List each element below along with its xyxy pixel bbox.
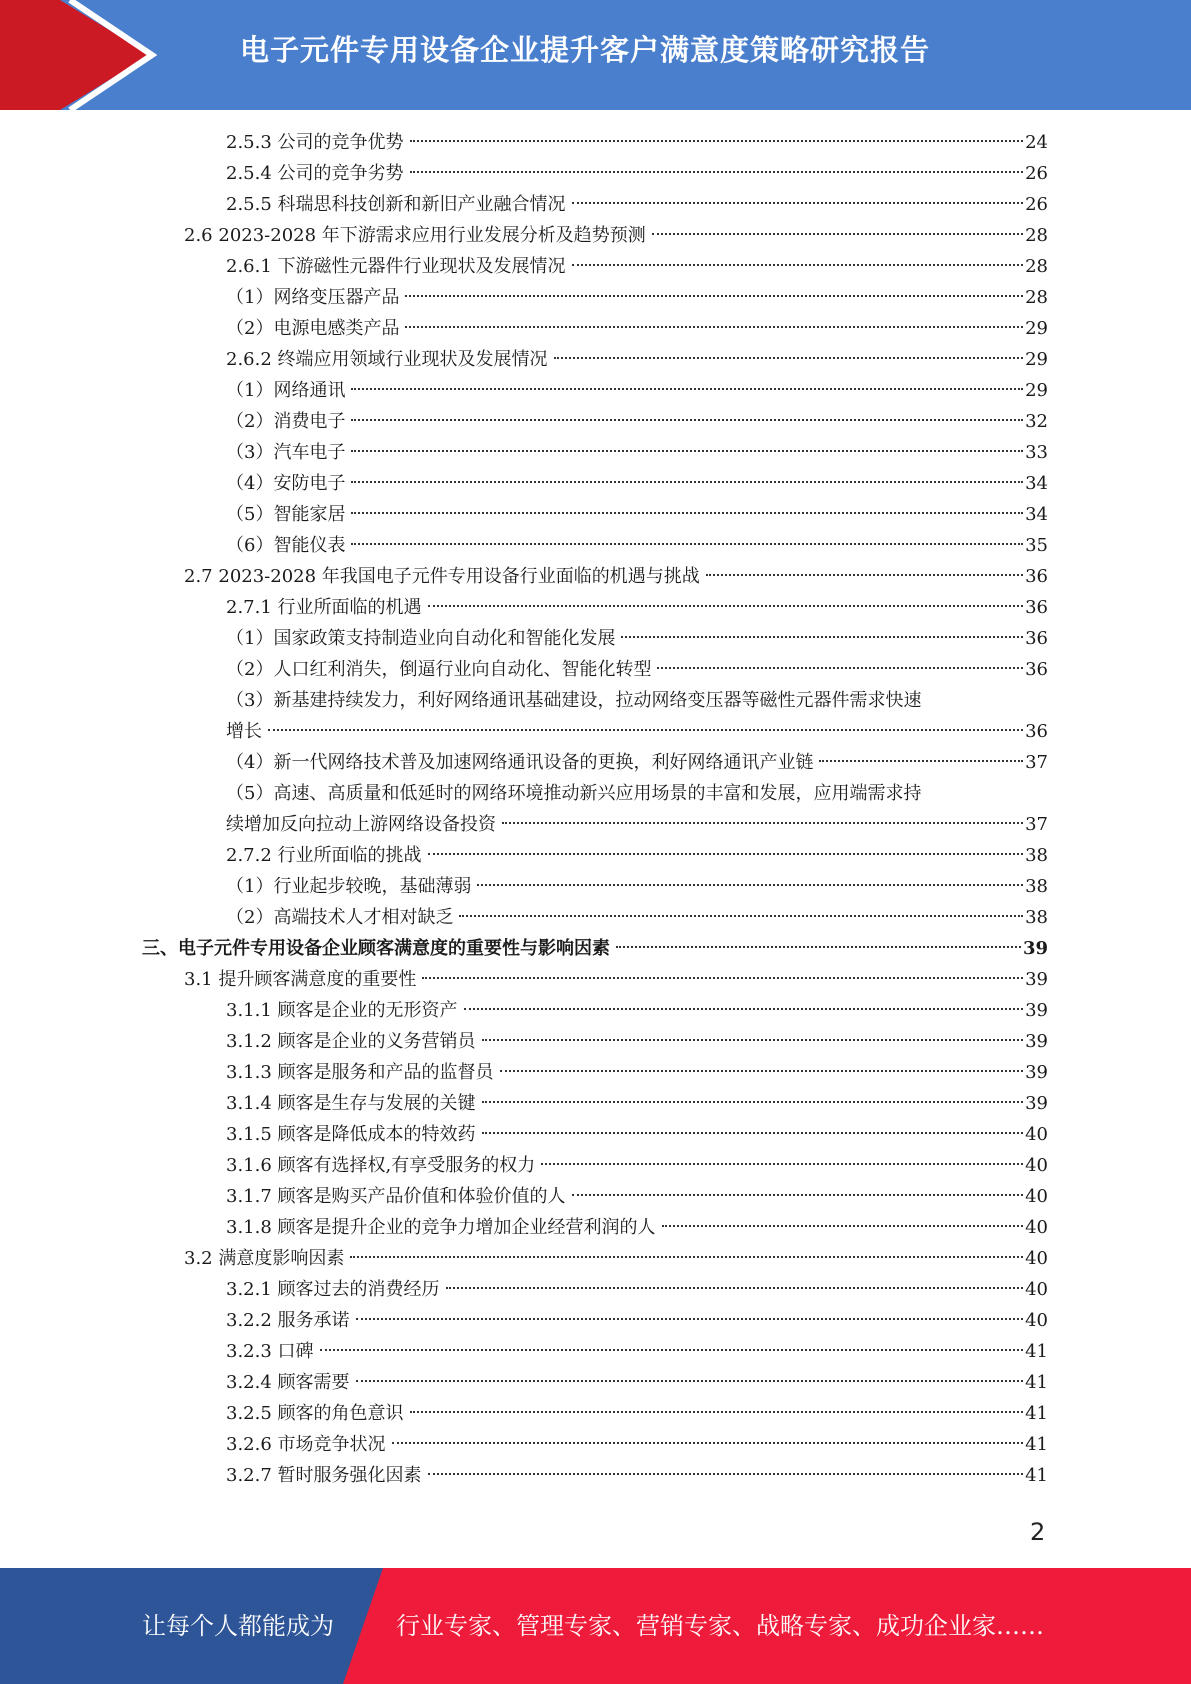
toc-entry[interactable]: 3.2.3 口碑 41 (226, 1341, 1048, 1362)
report-title: 电子元件专用设备企业提升客户满意度策略研究报告 (240, 33, 931, 67)
toc-entry[interactable]: 2.6.2 终端应用领域行业现状及发展情况 29 (226, 349, 1048, 370)
toc-entry[interactable]: 3.1.3 顾客是服务和产品的监督员 39 (226, 1062, 1048, 1083)
toc-entry[interactable]: 3.2.6 市场竞争状况 41 (226, 1434, 1048, 1455)
toc-entry[interactable]: 3.1 提升顾客满意度的重要性 39 (184, 969, 1048, 990)
toc-entry[interactable]: 3.2.5 顾客的角色意识 41 (226, 1403, 1048, 1424)
toc-entry[interactable]: （2） 电源电感类产品 29 (226, 318, 1048, 339)
toc-chapter-entry[interactable]: 三、 电子元件专用设备企业顾客满意度的重要性与影响因素 39 (142, 938, 1048, 959)
toc-entry[interactable]: 3.2.1 顾客过去的消费经历 40 (226, 1279, 1048, 1300)
toc-entry[interactable]: 3.2.7 暂时服务强化因素 41 (226, 1465, 1048, 1486)
toc-entry[interactable]: （1） 行业起步较晚，基础薄弱 38 (226, 876, 1048, 897)
toc-entry[interactable]: （2） 高端技术人才相对缺乏 38 (226, 907, 1048, 928)
toc-entry[interactable]: 3.1.1 顾客是企业的无形资产 39 (226, 1000, 1048, 1021)
toc-entry[interactable]: 3.1.7 顾客是购买产品价值和体验价值的人 40 (226, 1186, 1048, 1207)
toc-entry[interactable]: （1） 网络变压器产品 28 (226, 287, 1048, 308)
toc-entry[interactable]: 3.2.4 顾客需要 41 (226, 1372, 1048, 1393)
toc-entry[interactable]: 3.1.5 顾客是降低成本的特效药 40 (226, 1124, 1048, 1145)
footer-slogan-left: 让每个人都能成为 (142, 1612, 334, 1640)
toc-entry[interactable]: 3.2.2 服务承诺 40 (226, 1310, 1048, 1331)
toc-entry[interactable]: 2.7.2 行业所面临的挑战 38 (226, 845, 1048, 866)
toc-entry[interactable]: 3.1.2 顾客是企业的义务营销员 39 (226, 1031, 1048, 1052)
toc-entry[interactable]: （5） 智能家居 34 (226, 504, 1048, 525)
page-footer (0, 1568, 1191, 1684)
footer-slogan-right: 行业专家、管理专家、营销专家、战略专家、成功企业家…… (396, 1612, 1044, 1640)
toc-entry[interactable]: 2.5.4 公司的竞争劣势 26 (226, 163, 1048, 184)
toc-entry[interactable]: 2.6.1 下游磁性元器件行业现状及发展情况 28 (226, 256, 1048, 277)
toc-entry[interactable]: （4） 新一代网络技术普及加速网络通讯设备的更换，利好网络通讯产业链 37 (226, 752, 1048, 773)
toc-entry[interactable]: 2.5.5 科瑞思科技创新和新旧产业融合情况 26 (226, 194, 1048, 215)
toc-entry[interactable]: 2.5.3 公司的竞争优势 24 (226, 132, 1048, 153)
toc-entry[interactable]: （1） 国家政策支持制造业向自动化和智能化发展 36 (226, 628, 1048, 649)
toc-entry-wrapped-line1[interactable]: （5） 高速、高质量和低延时的网络环境推动新兴应用场景的丰富和发展，应用端需求持 (226, 783, 922, 804)
toc-entry-wrapped-line2[interactable]: 增长 36 (226, 721, 1048, 742)
toc-entry-wrapped-line2[interactable]: 续增加反向拉动上游网络设备投资 37 (226, 814, 1048, 835)
page-header (0, 0, 1191, 110)
toc-entry[interactable]: （2） 消费电子 32 (226, 411, 1048, 432)
header-arrow-icon (0, 0, 160, 110)
toc-entry[interactable]: 2.7.1 行业所面临的机遇 36 (226, 597, 1048, 618)
toc-entry-wrapped-line1[interactable]: （3） 新基建持续发力，利好网络通讯基础建设，拉动网络变压器等磁性元器件需求快速 (226, 690, 922, 711)
toc-entry[interactable]: （4） 安防电子 34 (226, 473, 1048, 494)
toc-entry[interactable]: 2.6 2023-2028 年下游需求应用行业发展分析及趋势预测 28 (184, 225, 1048, 246)
toc-entry[interactable]: 3.1.6 顾客有选择权,有享受服务的权力 40 (226, 1155, 1048, 1176)
toc-entry[interactable]: 2.7 2023-2028 年我国电子元件专用设备行业面临的机遇与挑战 36 (184, 566, 1048, 587)
page-number: 2 (1030, 1518, 1046, 1546)
toc-entry[interactable]: （2） 人口红利消失，倒逼行业向自动化、智能化转型 36 (226, 659, 1048, 680)
toc-entry[interactable]: （3） 汽车电子 33 (226, 442, 1048, 463)
toc-entry[interactable]: 3.1.8 顾客是提升企业的竞争力增加企业经营利润的人 40 (226, 1217, 1048, 1238)
toc-entry[interactable]: （1） 网络通讯 29 (226, 380, 1048, 401)
toc-entry[interactable]: （6） 智能仪表 35 (226, 535, 1048, 556)
toc-entry[interactable]: 3.1.4 顾客是生存与发展的关键 39 (226, 1093, 1048, 1114)
toc-entry[interactable]: 3.2 满意度影响因素 40 (184, 1248, 1048, 1269)
